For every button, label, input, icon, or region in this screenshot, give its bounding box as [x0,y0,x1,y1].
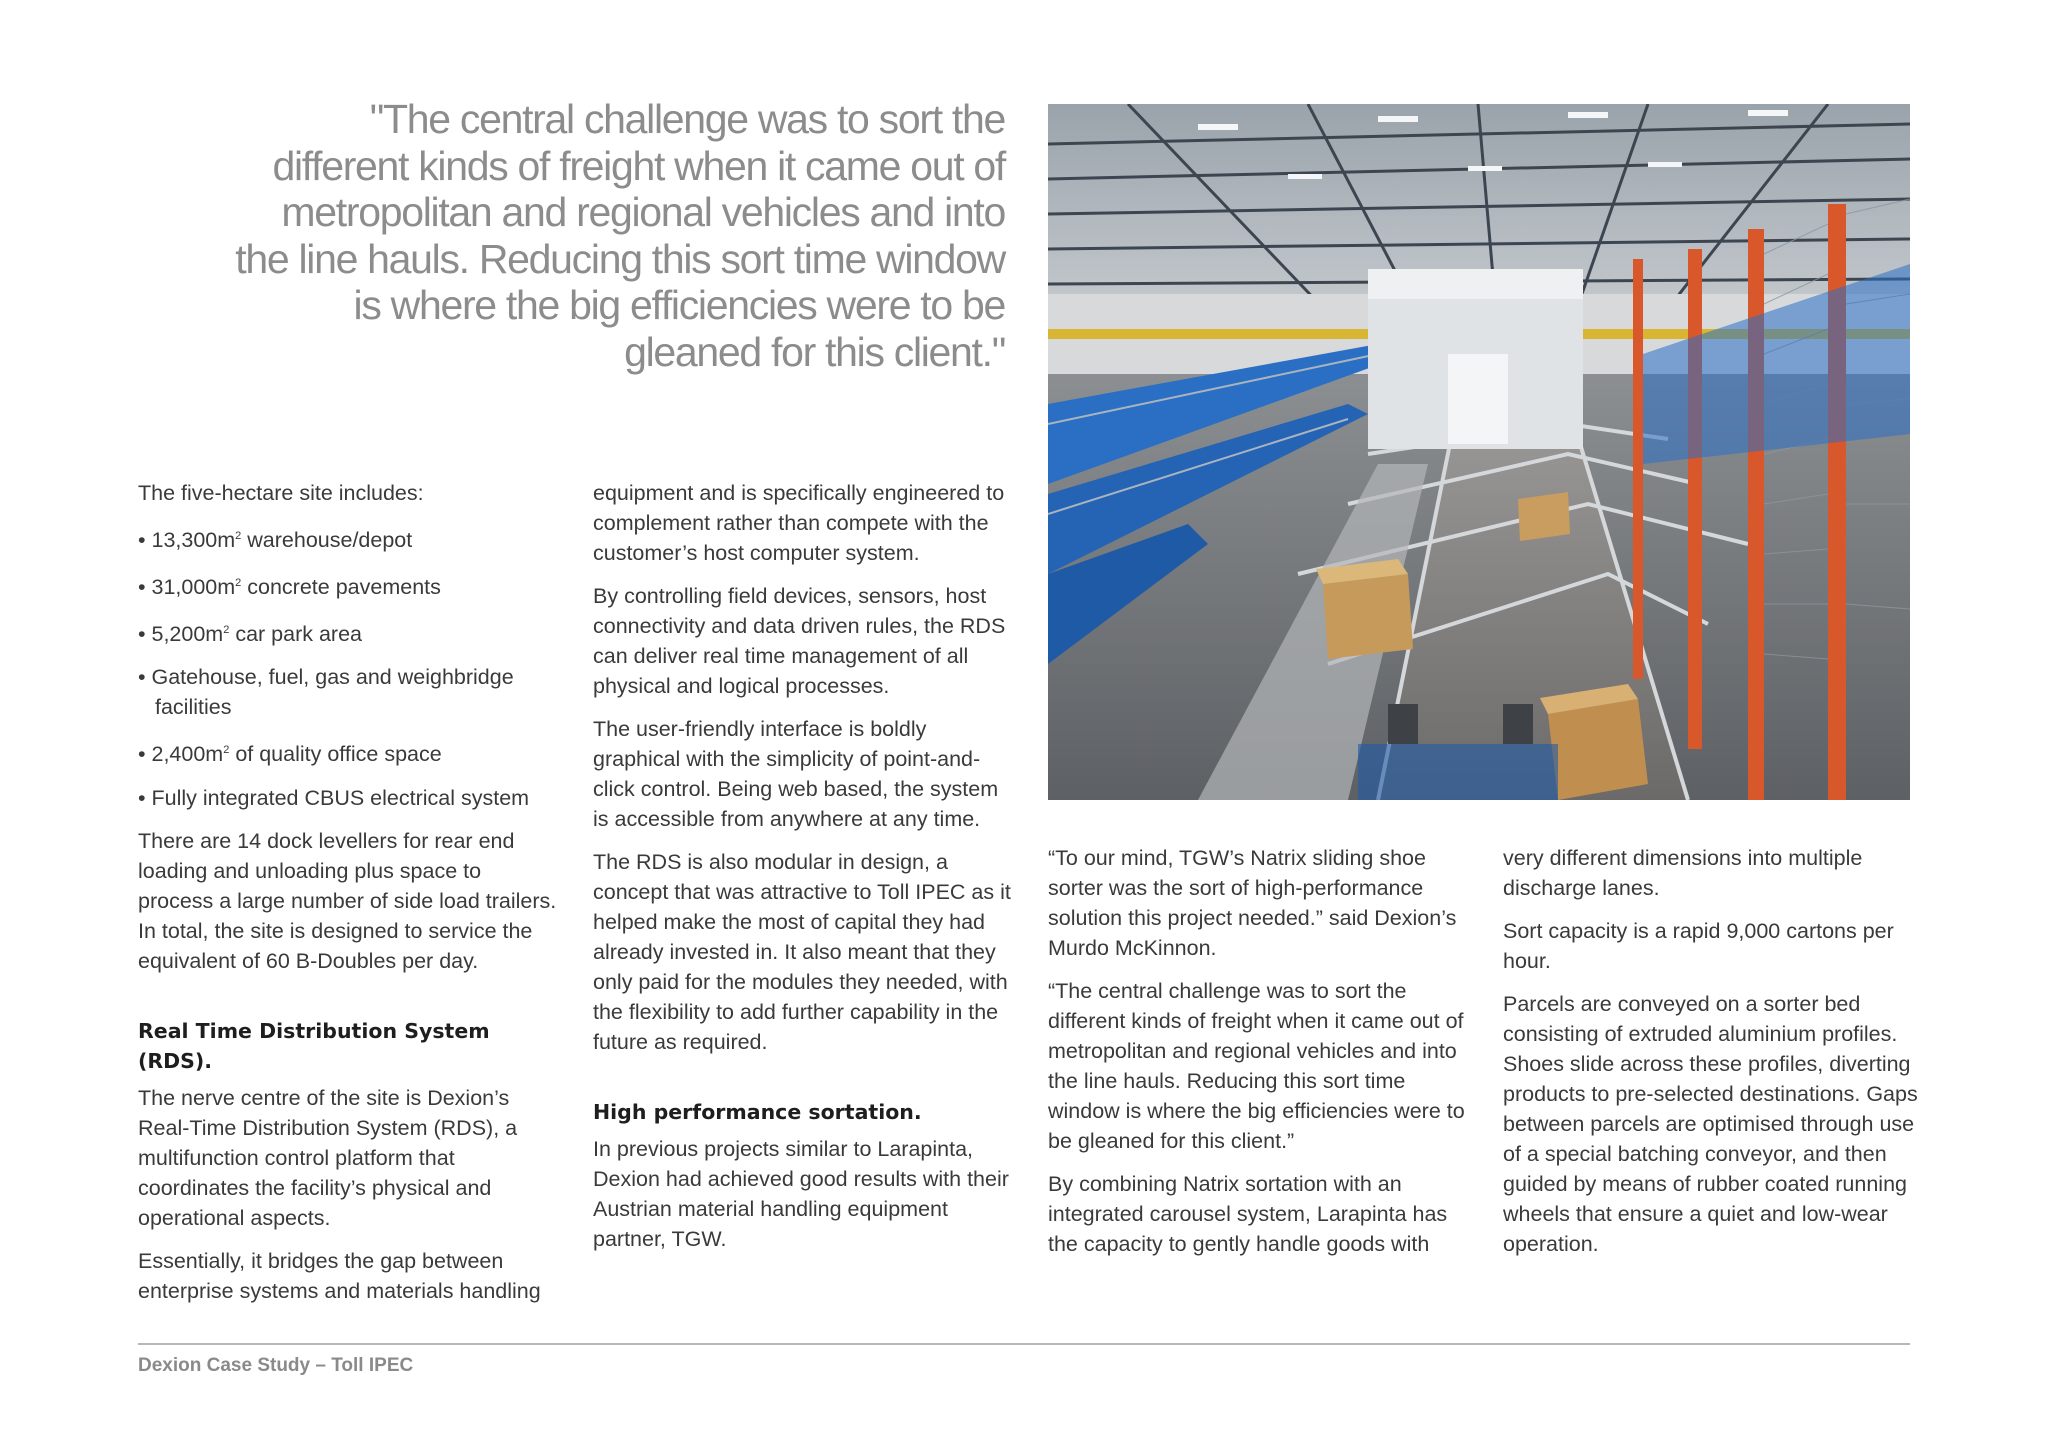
footer-divider [138,1343,1910,1345]
rds-paragraph: The nerve centre of the site is Dexion’s Real-Time Distribution System (RDS), a multifunction control platform that coordinates the facility’s physical and operational aspects. [138,1085,518,1230]
site-feature-item: • Fully integrated CBUS electrical system [138,785,530,810]
col3-paragraph-2: “The central challenge was to sort the different kinds of freight when it came out of metropolitan and regional vehicles and into the line hauls. Reducing this sort time window is where the big efficiencies were to be gleaned for this client.” [1048,979,1465,1153]
warehouse-sorter-illustration [1048,104,1910,800]
col4-paragraph-1: very different dimensions into multiple discharge lanes. [1503,846,1863,900]
warehouse-sorter-photo [1048,104,1910,800]
col4-paragraph-2: Sort capacity is a rapid 9,000 cartons per hour. [1503,919,1894,973]
site-intro: The five-hectare site includes: [138,481,424,505]
rds-heading: Real Time Distribution System (RDS). [138,1018,490,1073]
site-features-list [138,521,558,813]
site-feature-item: • $2,400m^2$ of quality office space [138,742,442,767]
sortation-heading: High performance sortation. [593,1100,922,1124]
col2-paragraph-3: The user-friendly interface is boldly graphical with the simplicity of point-and-click control. Being web based, the system is accessible from anywhere at any time. [593,717,999,831]
pull-quote: "The central challenge was to sort the different kinds of freight when it came out of metropolitan and regional vehicles and into the line hauls. Reducing this sort time window is where the big efficiencies were to be gleaned for this client." [235,96,1005,375]
col2-paragraph-4: The RDS is also modular in design, a concept that was attractive to Toll IPEC as it helped make the most of capital they had already invested in. It also meant that they only paid for the modules they needed, with the flexibility to add further capability in the future as required. [593,850,1011,1054]
site-feature-item: • Gatehouse, fuel, gas and weighbridge facilities [138,665,514,720]
col3-paragraph-3: By combining Natrix sortation with an integrated carousel system, Larapinta has the capacity to gently handle goods with [1048,1172,1448,1256]
text-column-1 [138,478,558,1319]
col2-paragraph-1: equipment and is specifically engineered to complement rather than compete with the customer’s host computer system. [593,481,1005,565]
text-column-3 [1048,843,1468,1272]
col2-paragraph-5: In previous projects similar to Larapinta, Dexion had achieved good results with their Austrian material handling equipment partner, TGW. [593,1137,1009,1251]
text-column-2 [593,478,1013,1267]
bridge-paragraph: Essentially, it bridges the gap between enterprise systems and materials handling [138,1248,541,1303]
col2-paragraph-2: By controlling field devices, sensors, host connectivity and data driven rules, the RDS can deliver real time management of all physical and logical processes. [593,584,1006,698]
col4-paragraph-3: Parcels are conveyed on a sorter bed consisting of extruded aluminium profiles. Shoes slide across these profiles, diverting products to pre-selected destinations. Gaps between parcels are optimised through use of a special batching conveyor, and then guided by means of rubber coated running wheels that ensure a quiet and low-wear operation. [1503,992,1918,1256]
footer-title: Dexion Case Study – Toll IPEC [138,1355,414,1376]
text-column-4 [1503,843,1923,1272]
dock-paragraph: There are 14 dock levellers for rear end loading and unloading plus space to process a large number of side load trailers. In total, the site is designed to service the equivalent of 60 B-Doubles per day. [138,828,557,973]
site-feature-item: • $13,300m^2$ warehouse/depot [138,528,413,553]
col3-paragraph-1: “To our mind, TGW’s Natrix sliding shoe sorter was the sort of high-performance solution this project needed.” said Dexion’s Murdo McKinnon. [1048,846,1457,960]
site-feature-item: • $31,000m^2$ concrete pavements [138,575,441,600]
site-feature-item: • $5,200m^2$ car park area [138,622,362,647]
